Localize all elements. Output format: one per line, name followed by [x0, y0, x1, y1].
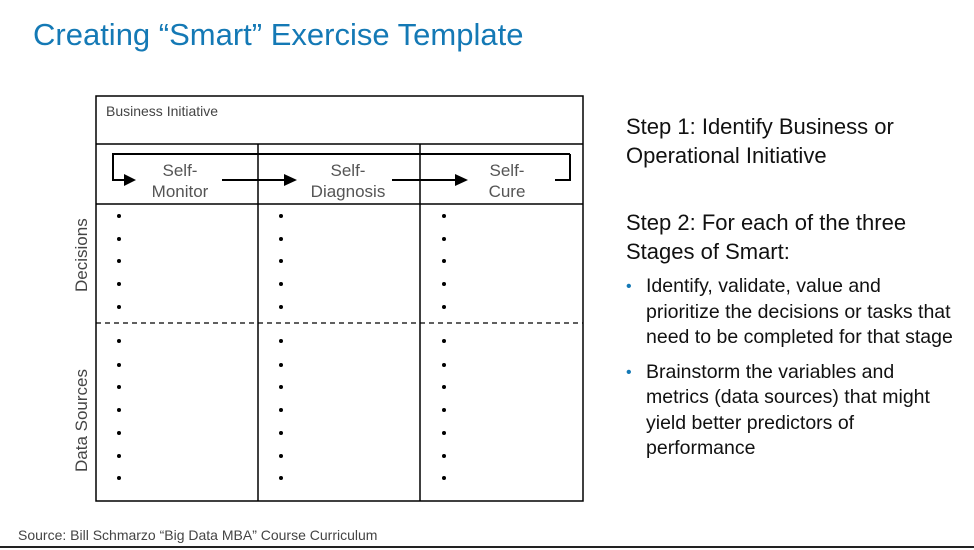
- template-outer-border: [96, 96, 583, 501]
- placeholder-bullet: [117, 454, 121, 458]
- stage-self-diagnosis-line1: Self-: [330, 161, 366, 180]
- placeholder-bullet: [117, 259, 121, 263]
- placeholder-bullet: [117, 214, 121, 218]
- placeholder-bullet: [442, 363, 446, 367]
- placeholder-bullet: [279, 214, 283, 218]
- placeholder-bullet: [442, 408, 446, 412]
- placeholder-bullet: [279, 363, 283, 367]
- loop-back-path: [555, 154, 570, 180]
- stage-self-cure-line2: Cure: [488, 182, 526, 201]
- placeholder-bullet: [117, 408, 121, 412]
- placeholder-bullet: [442, 259, 446, 263]
- step-2-bullet: [626, 274, 956, 351]
- placeholder-bullet: [442, 339, 446, 343]
- step-2-text: Step 2: For each of the three Stages of Smart:: [626, 210, 907, 264]
- stage-self-cure-line1: Self-: [489, 161, 525, 180]
- step-2-bullet-text: Brainstorm the variables and metrics (data sources) that might yield better predictors of performance: [646, 360, 930, 459]
- placeholder-bullet: [279, 408, 283, 412]
- placeholder-bullet: [117, 363, 121, 367]
- row-label-data-sources: Data Sources: [72, 369, 91, 472]
- stage-self-monitor-line1: Self-: [162, 161, 198, 180]
- placeholder-bullet: [279, 431, 283, 435]
- placeholder-bullet: [279, 339, 283, 343]
- placeholder-bullet: [279, 259, 283, 263]
- placeholder-bullet: [117, 476, 121, 480]
- placeholder-bullet: [117, 339, 121, 343]
- placeholder-bullet: [279, 385, 283, 389]
- placeholder-bullet: [442, 237, 446, 241]
- placeholder-bullet: [279, 282, 283, 286]
- stage-self-monitor-line2: Monitor: [151, 182, 209, 201]
- placeholder-bullet: [442, 431, 446, 435]
- arrow-diagnosis-to-cure-head: [455, 174, 468, 186]
- business-initiative-label: Business Initiative: [106, 103, 219, 119]
- placeholder-bullet: [117, 282, 121, 286]
- bullet-dot-icon: •: [626, 278, 632, 295]
- arrow-monitor-to-diagnosis-head: [284, 174, 297, 186]
- placeholder-bullet: [117, 237, 121, 241]
- stage-self-diagnosis-line2: Diagnosis: [310, 182, 386, 201]
- step-2-bullet-text: Identify, validate, value and prioritize the decisions or tasks that need to be completed for that stage: [646, 275, 953, 348]
- loop-arrowhead: [124, 174, 136, 186]
- placeholder-bullet: [442, 305, 446, 309]
- placeholder-bullet: [442, 454, 446, 458]
- placeholder-bullet: [442, 476, 446, 480]
- footer-rule: [0, 546, 974, 548]
- stage-self-monitor: [138, 160, 222, 202]
- step-2-bullet-list: [626, 274, 956, 462]
- row-label-decisions: Decisions: [72, 218, 91, 292]
- step-2-bullet: [626, 360, 956, 462]
- placeholder-bullet: [279, 237, 283, 241]
- placeholder-bullet: [442, 282, 446, 286]
- source-citation: Source: Bill Schmarzo “Big Data MBA” Course Curriculum: [18, 527, 378, 543]
- placeholder-bullet: [117, 431, 121, 435]
- placeholder-bullet: [442, 385, 446, 389]
- placeholder-bullet: [279, 305, 283, 309]
- step-1-text: Step 1: Identify Business or Operational Initiative: [626, 114, 894, 168]
- placeholder-bullet: [117, 385, 121, 389]
- placeholder-bullet: [442, 214, 446, 218]
- slide-title: Creating “Smart” Exercise Template: [33, 17, 524, 52]
- instructions-panel: [626, 112, 956, 471]
- placeholder-bullet: [117, 305, 121, 309]
- placeholder-bullet: [279, 454, 283, 458]
- placeholder-bullet: [279, 476, 283, 480]
- bullet-dot-icon: •: [626, 363, 632, 381]
- stage-self-diagnosis: [300, 160, 396, 202]
- stage-self-cure: [472, 160, 542, 202]
